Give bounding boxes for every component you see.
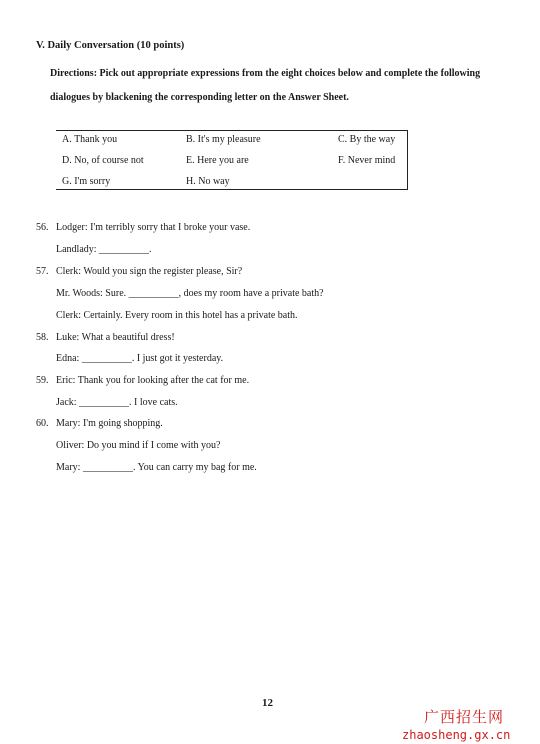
choice-letter: F. — [338, 155, 346, 166]
choices-box — [56, 130, 408, 190]
choice-g — [62, 176, 110, 187]
question-number: 57. — [36, 266, 49, 277]
dialogue-line: Lodger: I'm terribly sorry that I broke your vase. — [56, 222, 251, 233]
choice-letter: A. — [62, 134, 72, 145]
question-number: 59. — [36, 375, 49, 386]
dialogue-line: Eric: Thank you for looking after the cat for me. — [56, 375, 250, 386]
choice-text: By the way — [349, 134, 396, 145]
choice-letter: E. — [186, 155, 195, 166]
choice-d — [62, 155, 144, 166]
choice-c — [338, 134, 395, 145]
question-number: 58. — [36, 332, 49, 343]
question-number: 56. — [36, 222, 49, 233]
watermark-url: zhaosheng.gx.cn — [402, 728, 511, 742]
section-title: V. Daily Conversation (10 points) — [36, 40, 185, 51]
choice-h — [186, 176, 230, 187]
directions-text: Directions: Pick out appropriate expressions from the eight choices below and complete the following dialogues by blackening the corresponding letter on the Answer Sheet. — [50, 68, 481, 103]
choice-letter: B. — [186, 134, 196, 145]
choice-a — [62, 134, 117, 145]
choice-letter: C. — [338, 134, 348, 145]
choice-text: It's my pleasure — [197, 134, 261, 145]
dialogue-line: Luke: What a beautiful dress! — [56, 332, 175, 343]
choice-letter: D. — [62, 155, 72, 166]
choice-text: Here you are — [197, 155, 249, 166]
choice-f — [338, 155, 395, 166]
dialogue-60-line-2: Oliver: Do you mind if I come with you? — [56, 440, 221, 451]
watermark-name: 广西招生网 — [424, 708, 505, 726]
choice-text: Never mind — [347, 155, 396, 166]
dialogue-60-line-3: Mary: __________. You can carry my bag for me. — [56, 462, 257, 473]
dialogue-57-line-1 — [36, 266, 242, 277]
dialogue-line: Clerk: Would you sign the register please, Sir? — [56, 266, 243, 277]
question-number: 60. — [36, 418, 49, 429]
choice-text: I'm sorry — [74, 176, 111, 187]
choice-text: No way — [198, 176, 230, 187]
choice-text: No, of course not — [74, 155, 144, 166]
dialogue-57-line-2: Mr. Woods: Sure. __________, does my room have a private bath? — [56, 288, 324, 299]
choice-text: Thank you — [74, 134, 118, 145]
dialogue-56-line-1 — [36, 222, 250, 233]
dialogue-58-line-1 — [36, 332, 175, 343]
dialogue-57-line-3: Clerk: Certainly. Every room in this hotel has a private bath. — [56, 310, 298, 321]
dialogue-58-line-2: Edna: __________. I just got it yesterday. — [56, 353, 224, 364]
dialogue-line: Mary: I'm going shopping. — [56, 418, 163, 429]
page-number: 12 — [262, 697, 273, 709]
choice-letter: H. — [186, 176, 196, 187]
choice-b — [186, 134, 261, 145]
dialogue-60-line-1 — [36, 418, 163, 429]
dialogue-59-line-2: Jack: __________. I love cats. — [56, 397, 178, 408]
choice-e — [186, 155, 249, 166]
dialogue-59-line-1 — [36, 375, 249, 386]
dialogue-56-line-2: Landlady: __________. — [56, 244, 152, 255]
choice-letter: G. — [62, 176, 72, 187]
